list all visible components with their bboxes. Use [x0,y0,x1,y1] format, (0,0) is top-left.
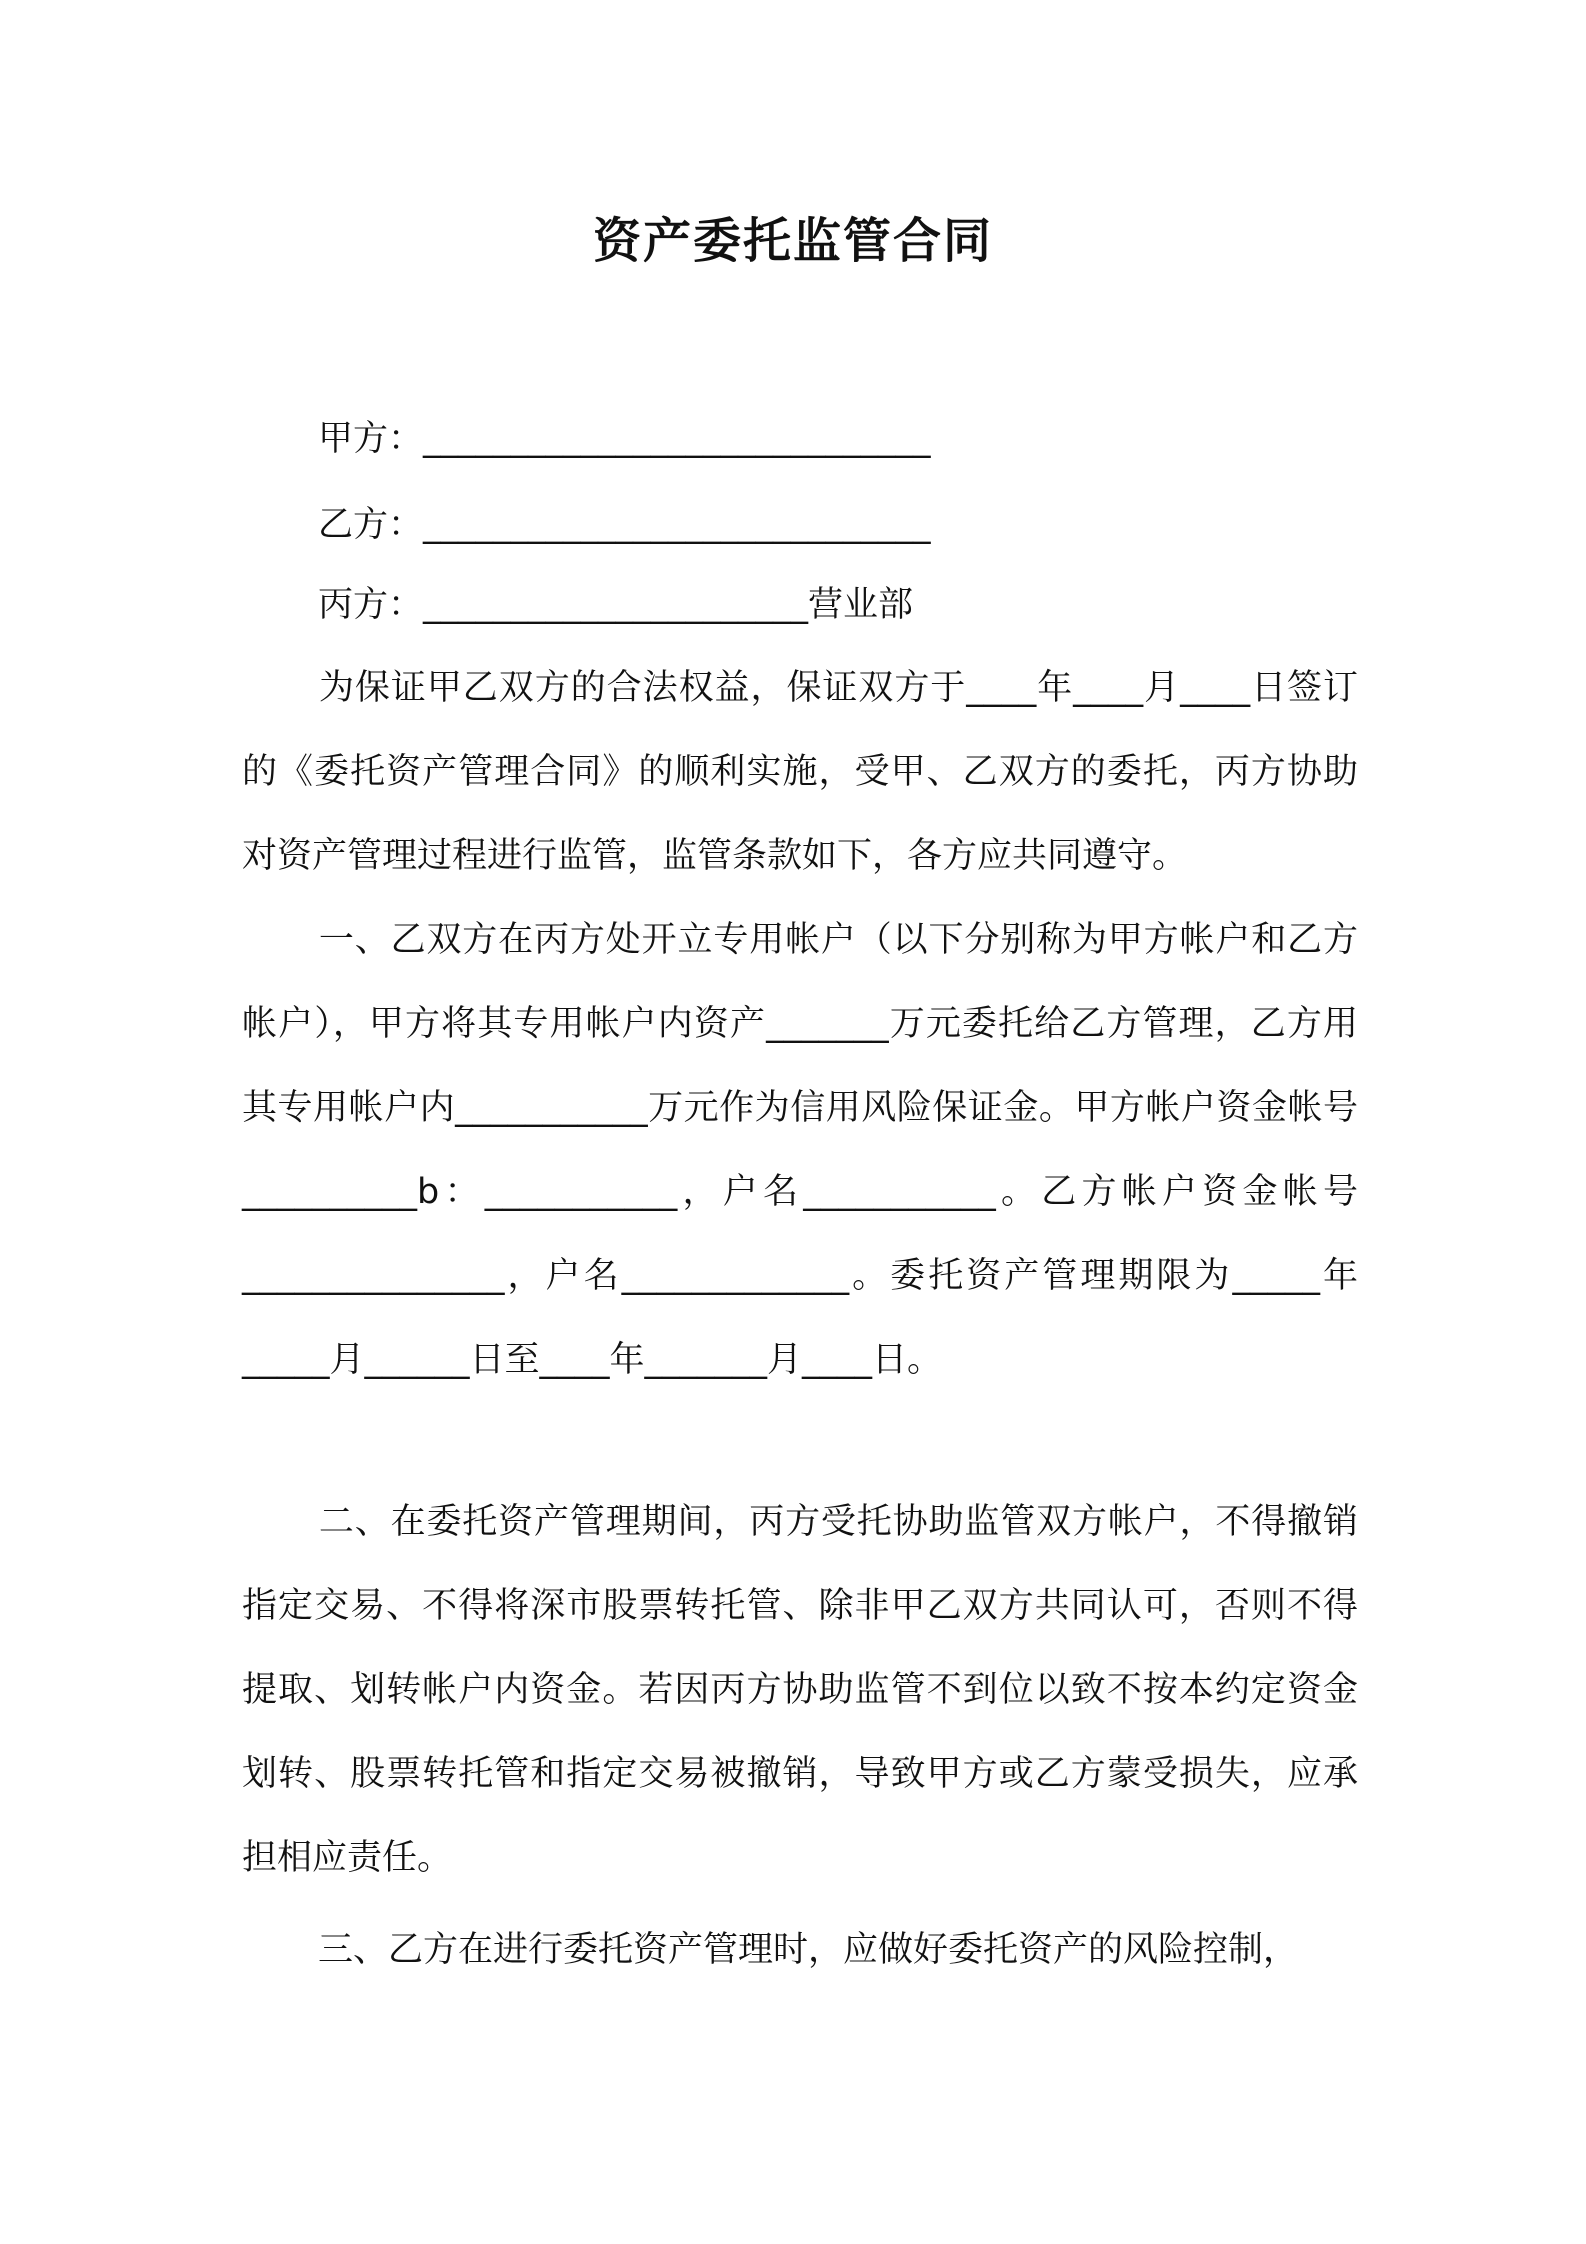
preamble-paragraph [242,646,1358,898]
party-a-blank: _____________________________ [423,419,931,459]
party-b-line [318,500,931,550]
party-b-label: 乙方： [318,505,424,545]
party-c-line [318,580,913,630]
clause-1-text: 一、乙双方在丙方处开立专用帐户（以下分别称为甲方帐户和乙方帐户），甲方将其专用帐户内资产_______万元委托给乙方管理，乙方用其专用帐户内___________万元作为信用风险保证金。甲方帐户资金帐号__________b：___________，户名___________。乙方帐户资金帐号_______________，户名_____________。委托资产管理期限为_____年_____月______日至____年_______月____日。 [242,920,1358,1380]
clause-1-paragraph [242,898,1358,1402]
clause-2-text: 二、在委托资产管理期间，丙方受托协助监管双方帐户，不得撤销指定交易、不得将深市股票转托管、除非甲乙双方共同认可，否则不得提取、划转帐户内资金。若因丙方协助监管不到位以致不按本约定资金划转、股票转托管和指定交易被撤销，导致甲方或乙方蒙受损失，应承担相应责任。 [242,1502,1358,1878]
party-a-line [318,414,931,464]
preamble-text: 为保证甲乙双方的合法权益，保证双方于____年____月____日签订的《委托资产管理合同》的顺利实施，受甲、乙双方的委托，丙方协助对资产管理过程进行监管，监管条款如下，各方应共同遵守。 [242,668,1358,876]
clause-3-text: 三、乙方在进行委托资产管理时，应做好委托资产的风险控制， [318,1930,1299,1970]
party-c-suffix: 营业部 [808,585,914,625]
clause-2-paragraph [242,1480,1358,1900]
document-title: 资产委托监管合同 [592,213,993,269]
party-a-label: 甲方： [318,419,424,459]
clause-3-paragraph [242,1908,1358,1992]
party-c-label: 丙方： [318,585,424,625]
party-b-blank: _____________________________ [423,505,931,545]
party-c-blank: ______________________ [423,585,809,625]
